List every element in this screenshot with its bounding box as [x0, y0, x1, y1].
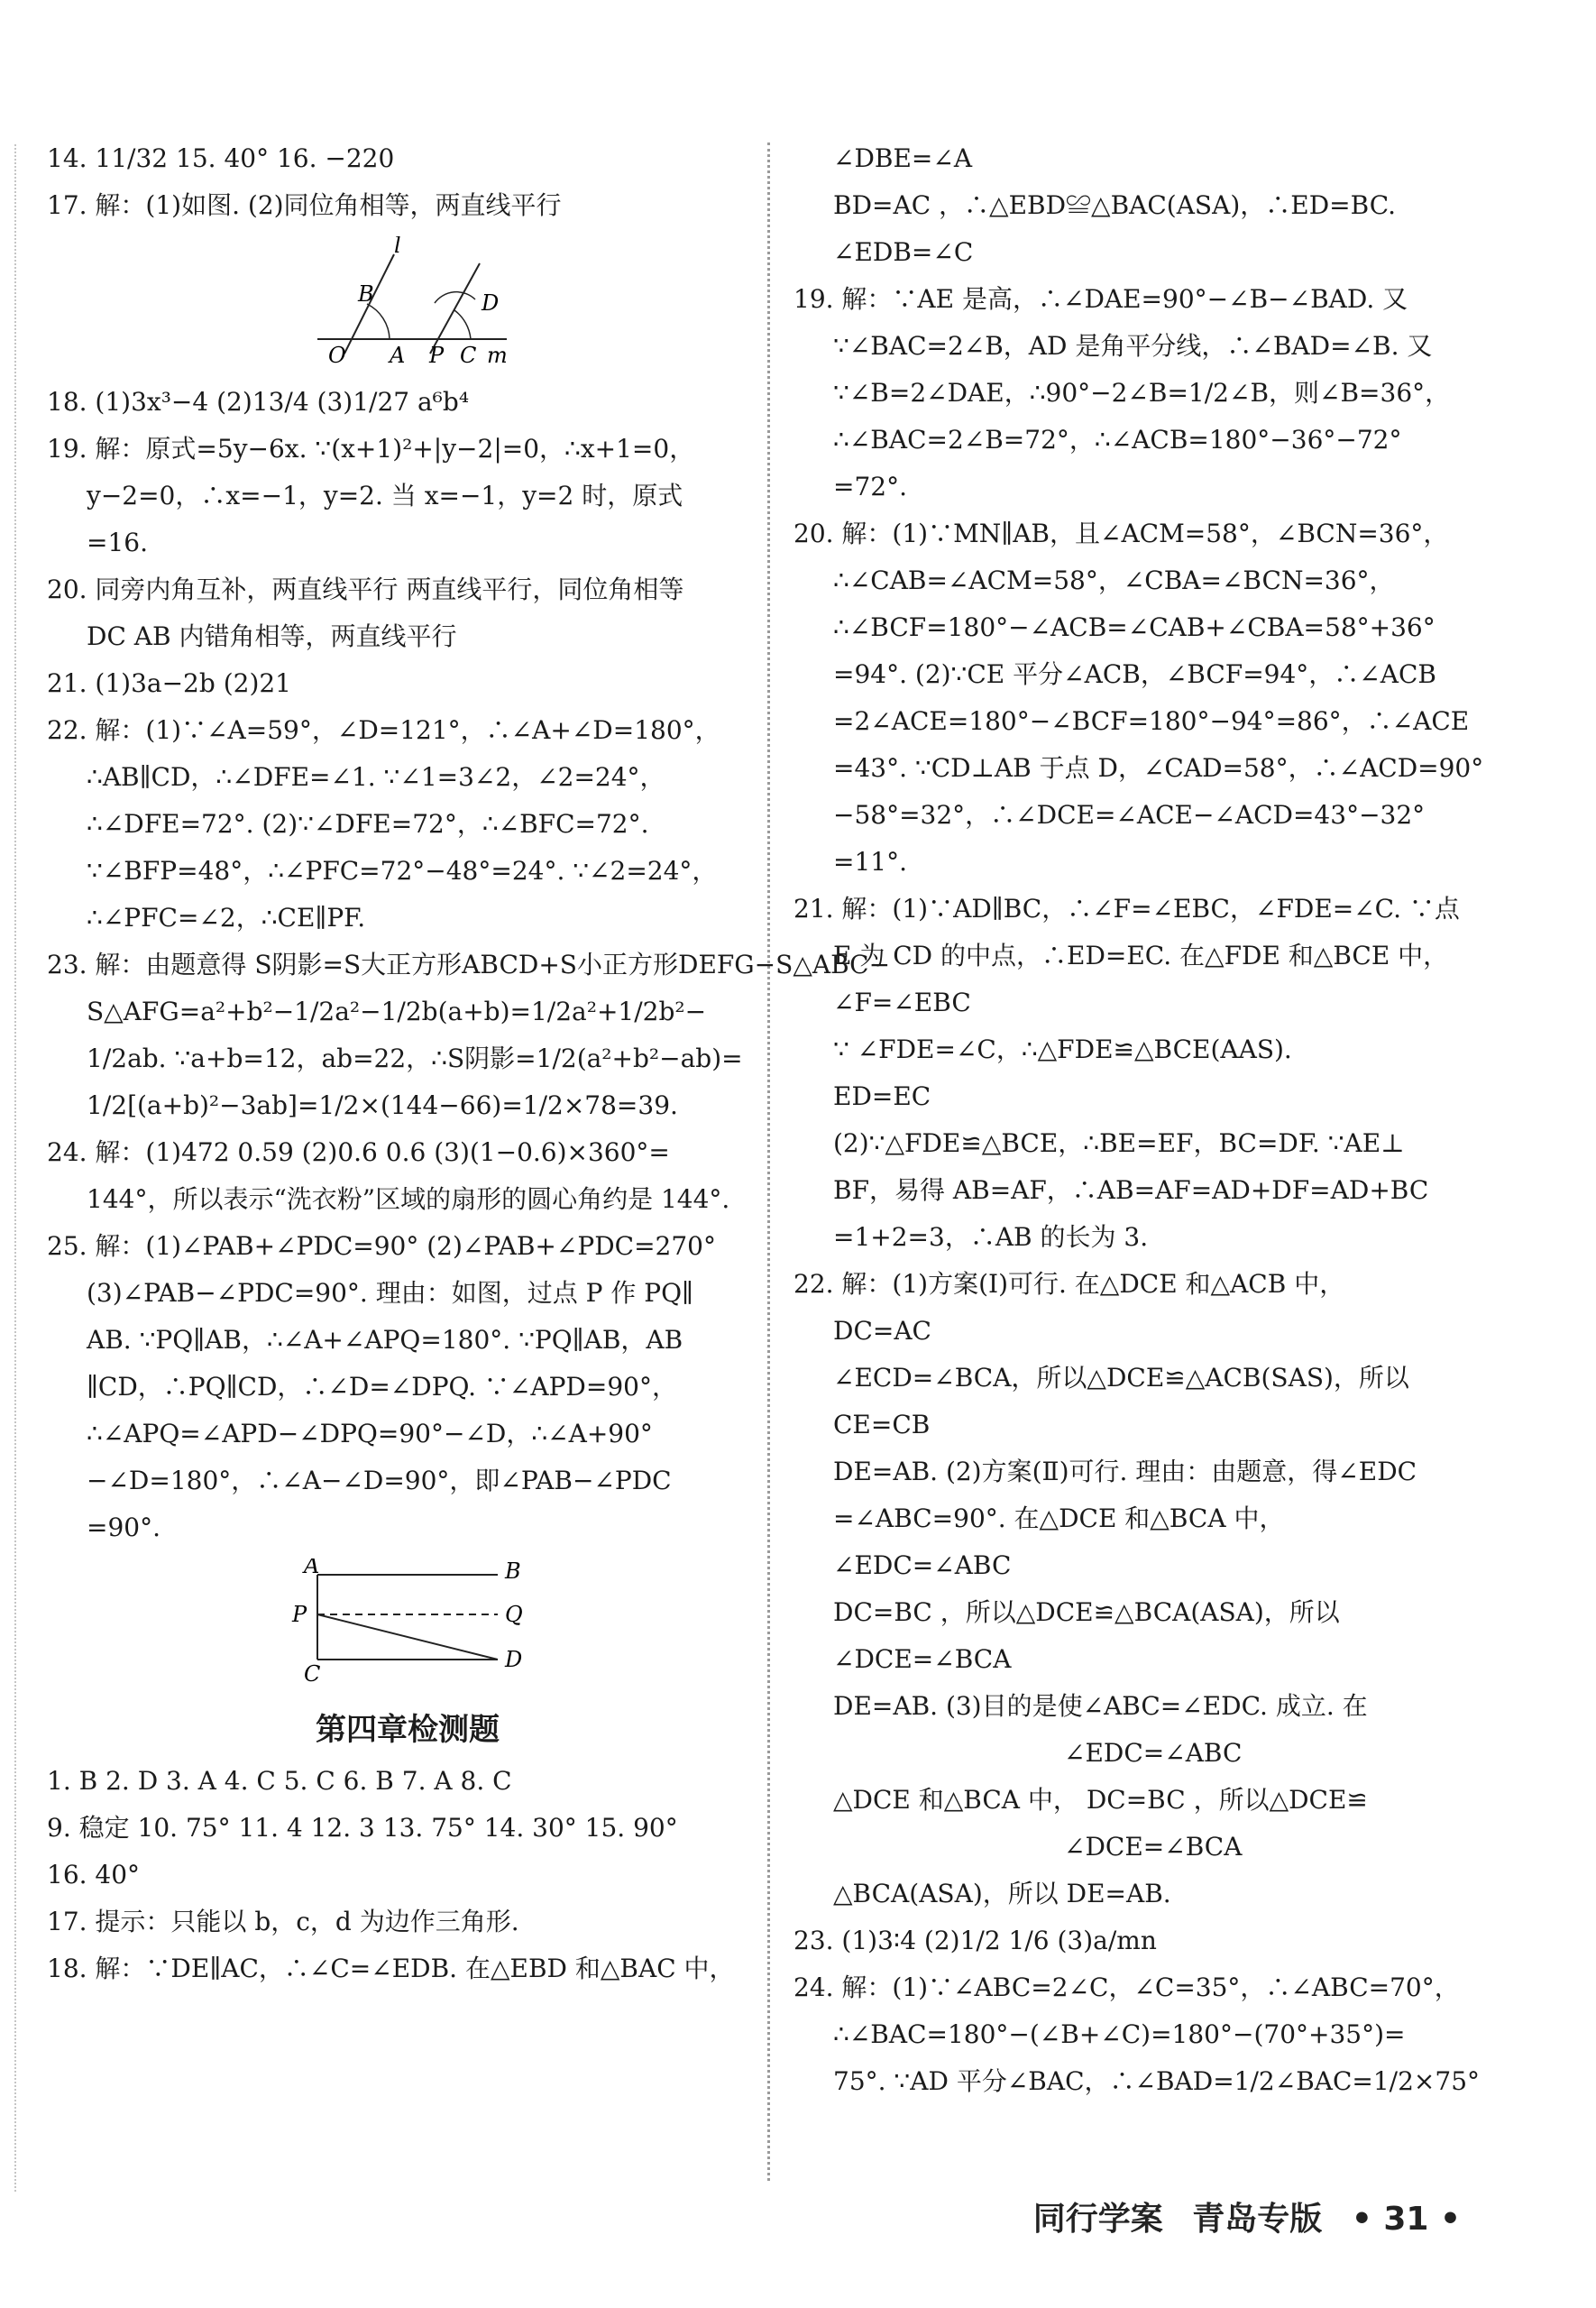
answer-line: =11°. — [833, 847, 907, 877]
answer-line: ∴∠CAB=∠ACM=58°，∠CBA=∠BCN=36°， — [833, 566, 1395, 595]
answer-line: ∠EDC=∠ABC — [1064, 1738, 1243, 1768]
footer-edition: 青岛专版 — [1192, 2201, 1323, 2238]
label-a: A — [304, 1559, 320, 1578]
answer-line: ∴∠BCF=180°−∠ACB=∠CAB+∠CBA=58°+36° — [833, 612, 1435, 642]
answer-line: 22. 解：(1)方案(Ⅰ)可行. 在△DCE 和△ACB 中， — [793, 1269, 1345, 1299]
answer-line: ∠EDB=∠C — [833, 237, 974, 267]
answer-line: 1. B 2. D 3. A 4. C 5. C 6. B 7. A 8. C — [47, 1766, 512, 1796]
answer-line: 16. 40° — [47, 1860, 141, 1890]
answer-line: DC=AC — [833, 1316, 931, 1346]
footer-brand: 同行学案 — [1032, 2201, 1163, 2238]
answer-line: DC=BC ，所以△DCE≌△BCA(ASA)，所以 — [833, 1597, 1340, 1627]
answer-line: −58°=32°，∴∠DCE=∠ACE−∠ACD=43°−32° — [833, 800, 1426, 830]
answer-line: 20. 解：(1)∵MN∥AB，且∠ACM=58°，∠BCN=36°， — [793, 519, 1449, 548]
answer-line: 20. 同旁内角互补，两直线平行 两直线平行，同位角相等 — [47, 575, 684, 604]
answer-line: 19. 解：∵AE 是高，∴∠DAE=90°−∠B−∠BAD. 又 — [793, 284, 1408, 314]
answer-line: 18. (1)3x³−4 (2)13/4 (3)1/27 a⁶b⁴ — [47, 387, 470, 417]
label-a: A — [390, 343, 406, 368]
answer-line: ∠EDC=∠ABC — [833, 1550, 1012, 1580]
answer-line: 23. (1)3∶4 (2)1/2 1/6 (3)a/mn — [793, 1926, 1157, 1955]
answer-line: ∴AB∥CD，∴∠DFE=∠1. ∵∠1=3∠2，∠2=24°， — [87, 762, 665, 792]
answer-line: =16. — [87, 528, 148, 557]
answer-line: =1+2=3，∴AB 的长为 3. — [833, 1222, 1149, 1252]
answer-line: (3)∠PAB−∠PDC=90°. 理由：如图，过点 P 作 PQ∥ — [87, 1278, 693, 1308]
answer-line: 18. 解：∵DE∥AC，∴∠C=∠EDB. 在△EBD 和△BAC 中， — [47, 1954, 735, 1983]
footer-page-number: • 31 • — [1351, 2201, 1461, 2238]
figure-25-svg — [47, 1559, 768, 1685]
answer-line: S△AFG=a²+b²−1/2a²−1/2b(a+b)=1/2a²+1/2b²− — [87, 997, 707, 1026]
answer-line: △BCA(ASA)，所以 DE=AB. — [833, 1879, 1171, 1908]
label-q: Q — [505, 1602, 523, 1627]
answer-line: ∵∠BFP=48°，∴∠PFC=72°−48°=24°. ∵∠2=24°， — [87, 856, 718, 886]
line-pd — [317, 1614, 498, 1660]
answer-line: ∴∠BAC=180°−(∠B+∠C)=180°−(70°+35°)= — [833, 2019, 1406, 2049]
answer-line: 24. 解：(1)∵∠ABC=2∠C，∠C=35°，∴∠ABC=70°， — [793, 1972, 1460, 2002]
answer-line: DE=AB. (3)目的是使∠ABC=∠EDC. 成立. 在 — [833, 1691, 1368, 1721]
answer-line: 75°. ∵AD 平分∠BAC，∴∠BAD=1/2∠BAC=1/2×75° — [833, 2066, 1481, 2096]
answer-line: CE=CB — [833, 1410, 931, 1439]
left-margin-rule — [14, 144, 18, 2192]
answer-line: BD=AC ，∴△EBD≌△BAC(ASA)，∴ED=BC. — [833, 190, 1397, 220]
answer-line: ∵ ∠FDE=∠C，∴△FDE≌△BCE(AAS). — [833, 1034, 1292, 1064]
answer-line: 1/2ab. ∵a+b=12，ab=22，∴S阴影=1/2(a²+b²−ab)= — [87, 1044, 743, 1073]
answer-line: 21. (1)3a−2b (2)21 — [47, 668, 291, 698]
answer-line: ∵∠B=2∠DAE，∴90°−2∠B=1/2∠B，则∠B=36°， — [833, 378, 1451, 408]
answer-line: ED=EC — [833, 1081, 931, 1111]
label-b: B — [358, 281, 374, 307]
answer-line: DC AB 内错角相等，两直线平行 — [87, 621, 457, 651]
answer-line: =72°. — [833, 472, 907, 501]
answer-line: ∴∠APQ=∠APD−∠DPQ=90°−∠D，∴∠A+90° — [87, 1419, 653, 1448]
answer-line: BF，易得 AB=AF，∴AB=AF=AD+DF=AD+BC — [833, 1175, 1429, 1205]
figure-17-svg — [47, 236, 768, 372]
answer-line: ∵∠BAC=2∠B，AD 是角平分线，∴∠BAD=∠B. 又 — [833, 331, 1433, 361]
answer-line: 14. 11/32 15. 40° 16. −220 — [47, 143, 395, 173]
answer-line: 144°，所以表示“洗衣粉”区域的扇形的圆心角约是 144°. — [87, 1184, 730, 1214]
answer-line: =94°. (2)∵CE 平分∠ACB，∠BCF=94°，∴∠ACB — [833, 659, 1436, 689]
figure-17 — [47, 236, 768, 372]
answer-line: 22. 解：(1)∵∠A=59°，∠D=121°，∴∠A+∠D=180°， — [47, 715, 720, 745]
answer-line: 17. 解：(1)如图. (2)同位角相等，两直线平行 — [47, 190, 562, 220]
answer-line: 19. 解：原式=5y−6x. ∵(x+1)²+|y−2|=0，∴x+1=0， — [47, 434, 695, 464]
answer-line: ∠DCE=∠BCA — [1064, 1832, 1243, 1862]
label-b: B — [505, 1559, 521, 1584]
label-d: D — [482, 290, 500, 316]
answer-line: DE=AB. (2)方案(Ⅱ)可行. 理由：由题意，得∠EDC — [833, 1457, 1417, 1486]
answer-line: ∠DBE=∠A — [833, 143, 973, 173]
answer-line: ∠DCE=∠BCA — [833, 1644, 1012, 1674]
answer-line: ∠F=∠EBC — [833, 988, 971, 1017]
label-m: m — [487, 343, 508, 368]
answer-line: E 为 CD 的中点，∴ED=EC. 在△FDE 和△BCE 中， — [833, 941, 1449, 970]
label-d: D — [505, 1647, 523, 1672]
chapter-title: 第四章检测题 — [316, 1712, 500, 1748]
label-p: P — [429, 343, 445, 368]
arc-a — [367, 304, 390, 339]
answer-line: =∠ABC=90°. 在△DCE 和△BCA 中， — [833, 1503, 1285, 1533]
answer-line: AB. ∵PQ∥AB，∴∠A+∠APQ=180°. ∵PQ∥AB，AB — [87, 1325, 683, 1355]
answer-line: 9. 稳定 10. 75° 11. 4 12. 3 13. 75° 14. 30° 15. 90° — [47, 1813, 678, 1843]
answer-line: 23. 解：由题意得 S阴影=S大正方形ABCD+S小正方形DEFG−S△ABC− — [47, 950, 891, 979]
answer-line: ∠ECD=∠BCA，所以△DCE≌△ACB(SAS)，所以 — [833, 1363, 1409, 1393]
answer-line: =43°. ∵CD⊥AB 于点 D，∠CAD=58°，∴∠ACD=90° — [833, 753, 1484, 783]
label-c: C — [460, 343, 477, 368]
label-c: C — [304, 1661, 321, 1685]
answer-line: y−2=0，∴x=−1，y=2. 当 x=−1，y=2 时，原式 — [87, 481, 683, 510]
answer-line: 25. 解：(1)∠PAB+∠PDC=90° (2)∠PAB+∠PDC=270° — [47, 1231, 716, 1261]
answer-line: △DCE 和△BCA 中， DC=BC ，所以△DCE≌ — [833, 1785, 1368, 1815]
answer-line: ∥CD，∴PQ∥CD，∴∠D=∠DPQ. ∵∠APD=90°， — [87, 1372, 677, 1402]
page-footer — [1015, 2193, 1461, 2239]
answer-line: 17. 提示：只能以 b，c，d 为边作三角形. — [47, 1907, 519, 1936]
label-o: O — [328, 343, 346, 368]
answer-line: 24. 解：(1)472 0.59 (2)0.6 0.6 (3)(1−0.6)×360°= — [47, 1137, 670, 1167]
answer-line: ∴∠BAC=2∠B=72°，∴∠ACB=180°−36°−72° — [833, 425, 1402, 455]
answer-line: −∠D=180°，∴∠A−∠D=90°，即∠PAB−∠PDC — [87, 1466, 672, 1495]
answer-line: (2)∵△FDE≌△BCE，∴BE=EF，BC=DF. ∵AE⊥ — [833, 1128, 1405, 1158]
answer-line: =90°. — [87, 1513, 161, 1542]
right-column — [793, 135, 1497, 2105]
answer-line: ∴∠PFC=∠2，∴CE∥PF. — [87, 903, 366, 933]
answer-line: 1/2[(a+b)²−3ab]=1/2×(144−66)=1/2×78=39. — [87, 1090, 678, 1120]
answer-line: =2∠ACE=180°−∠BCF=180°−94°=86°，∴∠ACE — [833, 706, 1470, 736]
answer-line: ∴∠DFE=72°. (2)∵∠DFE=72°，∴∠BFC=72°. — [87, 809, 649, 839]
label-l: l — [394, 236, 401, 258]
arc-c — [454, 310, 471, 339]
arc-d — [435, 292, 475, 303]
label-p: P — [292, 1602, 307, 1627]
answer-line: 21. 解：(1)∵AD∥BC，∴∠F=∠EBC，∠FDE=∠C. ∵点 — [793, 894, 1460, 924]
figure-25 — [47, 1559, 768, 1685]
